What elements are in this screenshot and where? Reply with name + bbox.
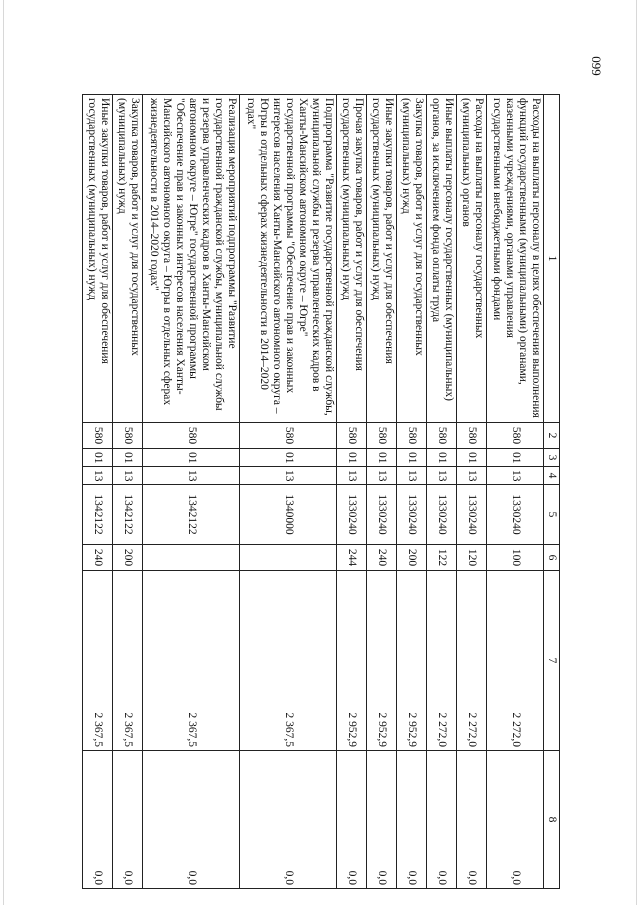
row-cell-c6: 244 [337, 545, 367, 571]
table-header-row [544, 95, 560, 889]
row-cell-c2: 580 [457, 423, 487, 449]
table-row [487, 95, 544, 889]
row-cell-c5: 1342122 [113, 485, 143, 545]
page-number: 099 [588, 56, 604, 76]
table-body [83, 95, 544, 889]
row-cell-c4: 13 [367, 467, 397, 485]
row-cell-c6: 240 [367, 545, 397, 571]
row-cell-c6: 200 [113, 545, 143, 571]
row-cell-c7: 2 367,5 [113, 571, 143, 751]
row-cell-c4: 13 [83, 467, 113, 485]
row-cell-c8: 0,0 [397, 751, 427, 889]
row-cell-c3: 01 [143, 449, 240, 467]
row-cell-c7: 2 367,5 [83, 571, 113, 751]
row-cell-c6: 100 [487, 545, 544, 571]
row-cell-c7: 2 272,0 [427, 571, 457, 751]
row-cell-c8: 0,0 [487, 751, 544, 889]
row-cell-c2: 580 [427, 423, 457, 449]
row-description: Закупка товаров, работ и услуг для государственных (муниципальных) нужд [397, 95, 427, 423]
row-cell-c2: 580 [143, 423, 240, 449]
table-row [83, 95, 113, 889]
row-cell-c6: 122 [427, 545, 457, 571]
row-cell-c3: 01 [427, 449, 457, 467]
header-cell: 5 [544, 485, 560, 545]
row-cell-c2: 580 [337, 423, 367, 449]
row-cell-c6 [240, 545, 337, 571]
row-cell-c8: 0,0 [427, 751, 457, 889]
row-cell-c7: 2 272,0 [487, 571, 544, 751]
row-cell-c8: 0,0 [143, 751, 240, 889]
row-cell-c3: 01 [83, 449, 113, 467]
row-cell-c8: 0,0 [83, 751, 113, 889]
row-description: Закупка товаров, работ и услуг для государственных (муниципальных) нужд [113, 95, 143, 423]
row-cell-c6 [143, 545, 240, 571]
row-cell-c4: 13 [240, 467, 337, 485]
row-description: Подпрограмма "Развитие государственной гражданской службы, муниципальной службы и резерва управленческих кадров в Ханты-Мансийском автономном округе – Югре" государственной программы "Обеспечение прав и законных интересов населения Ханты-Мансийского автономного округа – Югры в отдельных сферах жизнедеятельности в 2014–2020 годах" [240, 95, 337, 423]
row-cell-c5: 1330240 [337, 485, 367, 545]
rotated-table-container [82, 94, 560, 888]
row-description: Иные выплаты персоналу государственных (муниципальных) органов, за исключением фонда оплаты труда [427, 95, 457, 423]
row-cell-c3: 01 [367, 449, 397, 467]
header-cell: 2 [544, 423, 560, 449]
row-cell-c7: 2 952,9 [367, 571, 397, 751]
row-cell-c5: 1342122 [83, 485, 113, 545]
table-row [427, 95, 457, 889]
row-cell-c7: 2 367,5 [240, 571, 337, 751]
row-cell-c7: 2 367,5 [143, 571, 240, 751]
row-cell-c4: 13 [487, 467, 544, 485]
row-cell-c2: 580 [367, 423, 397, 449]
row-cell-c4: 13 [113, 467, 143, 485]
header-cell: 8 [544, 751, 560, 889]
row-cell-c8: 0,0 [240, 751, 337, 889]
table-row [367, 95, 397, 889]
row-description: Расходы на выплаты персоналу государственных (муниципальных) органов [457, 95, 487, 423]
budget-table [82, 94, 560, 889]
row-cell-c2: 580 [397, 423, 427, 449]
row-cell-c8: 0,0 [367, 751, 397, 889]
table-row [143, 95, 240, 889]
row-cell-c5: 1330240 [457, 485, 487, 545]
row-cell-c8: 0,0 [457, 751, 487, 889]
row-cell-c5: 1330240 [427, 485, 457, 545]
header-cell: 3 [544, 449, 560, 467]
row-cell-c3: 01 [113, 449, 143, 467]
header-cell: 1 [544, 95, 560, 423]
row-cell-c5: 1340000 [240, 485, 337, 545]
row-cell-c7: 2 952,9 [337, 571, 367, 751]
header-cell: 4 [544, 467, 560, 485]
row-cell-c6: 240 [83, 545, 113, 571]
row-cell-c5: 1330240 [367, 485, 397, 545]
row-cell-c2: 580 [113, 423, 143, 449]
row-cell-c8: 0,0 [337, 751, 367, 889]
row-cell-c7: 2 952,9 [397, 571, 427, 751]
table-row [397, 95, 427, 889]
header-cell: 7 [544, 571, 560, 751]
header-cell: 6 [544, 545, 560, 571]
row-cell-c4: 13 [397, 467, 427, 485]
table-row [240, 95, 337, 889]
row-cell-c5: 1330240 [487, 485, 544, 545]
row-cell-c5: 1342122 [143, 485, 240, 545]
row-cell-c3: 01 [397, 449, 427, 467]
row-cell-c2: 580 [487, 423, 544, 449]
row-description: Иные закупки товаров, работ и услуг для обеспечения государственных (муниципальных) нужд [83, 95, 113, 423]
table-row [337, 95, 367, 889]
row-description: Реализация мероприятий подпрограммы "Развитие государственной гражданской службы, муниципальной службы и резерва управленческих кадров в Ханты-Мансийском автономном округе – Югре" государственной программы "Обеспечение прав и законных интересов населения Ханты-Мансийского автономного округа – Югры в отдельных сферах жизнедеятельности в 2014–2020 годах" [143, 95, 240, 423]
row-description: Прочая закупка товаров, работ и услуг для обеспечения государственных (муниципальных) нужд [337, 95, 367, 423]
row-cell-c3: 01 [487, 449, 544, 467]
table-row [457, 95, 487, 889]
row-cell-c6: 200 [397, 545, 427, 571]
row-cell-c6: 120 [457, 545, 487, 571]
row-cell-c4: 13 [337, 467, 367, 485]
row-cell-c4: 13 [457, 467, 487, 485]
row-cell-c5: 1330240 [397, 485, 427, 545]
row-description: Иные закупки товаров, работ и услуг для обеспечения государственных (муниципальных) нужд [367, 95, 397, 423]
scan-edge-left [3, 0, 4, 905]
row-cell-c4: 13 [427, 467, 457, 485]
scan-edge-right [636, 0, 637, 905]
row-description: Расходы на выплаты персоналу в целях обеспечения выполнения функций государственными (муниципальными) органами, казенными учреждениями, органами управления государственными внебюджетными фондами [487, 95, 544, 423]
row-cell-c2: 580 [240, 423, 337, 449]
row-cell-c3: 01 [337, 449, 367, 467]
row-cell-c2: 580 [83, 423, 113, 449]
row-cell-c3: 01 [240, 449, 337, 467]
row-cell-c3: 01 [457, 449, 487, 467]
table-row [113, 95, 143, 889]
row-cell-c7: 2 272,0 [457, 571, 487, 751]
row-cell-c4: 13 [143, 467, 240, 485]
row-cell-c8: 0,0 [113, 751, 143, 889]
